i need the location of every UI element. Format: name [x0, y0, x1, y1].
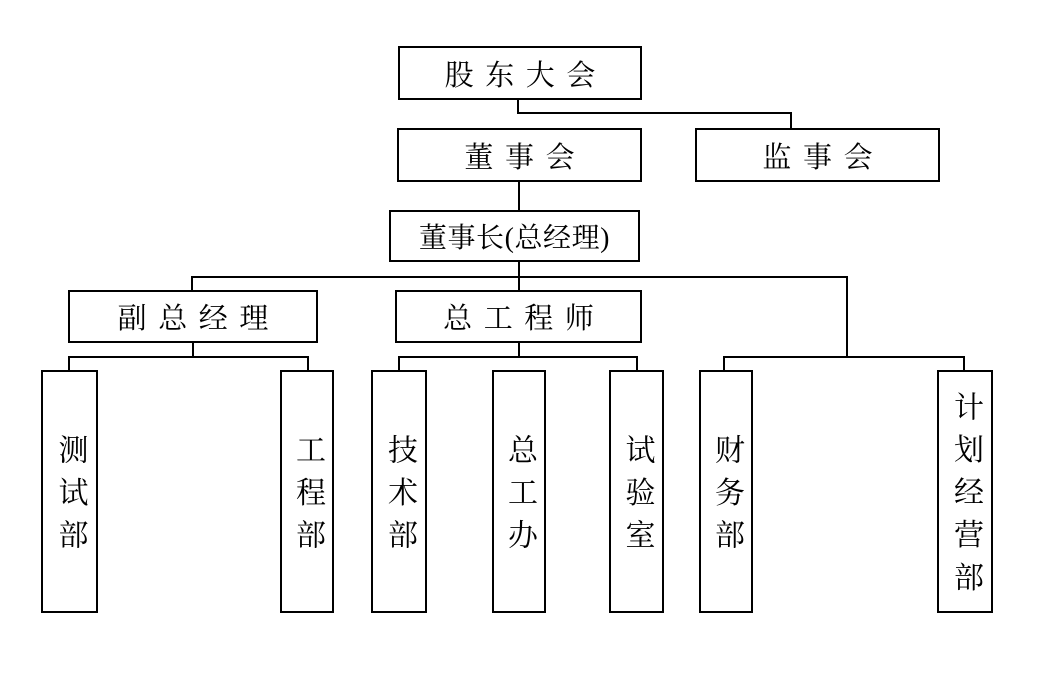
connector-chief-subtree-rail [398, 356, 638, 358]
node-test-lab [609, 370, 664, 613]
connector-board-to-chairman [518, 182, 520, 211]
connector-right-branch-drop [846, 276, 848, 358]
node-chief-engineer-office-label: 总工办 [503, 433, 536, 562]
node-testing-dept-label: 测试部 [53, 433, 87, 562]
connector-finance-drop [723, 356, 725, 371]
connector-chief-engineer-down [518, 343, 520, 357]
connector-top-rail [517, 112, 792, 114]
node-supervisory-board-label: 监事会 [762, 141, 885, 174]
node-engineering-dept [280, 370, 334, 613]
node-supervisory-board [695, 128, 940, 182]
node-chief-engineer-label: 总工程师 [443, 303, 606, 335]
node-finance-dept [699, 370, 753, 613]
node-engineering-dept-label: 工程部 [291, 433, 324, 562]
node-test-lab-label: 试验室 [620, 433, 654, 562]
node-deputy-general-manager-label: 副总经理 [117, 303, 280, 335]
node-technology-dept [371, 370, 427, 613]
node-board-of-directors [397, 128, 642, 182]
node-shareholders-meeting-label: 股东大会 [444, 59, 607, 92]
node-deputy-general-manager [68, 290, 318, 343]
node-technology-dept-label: 技术部 [383, 433, 416, 562]
node-board-of-directors-label: 董事会 [464, 141, 587, 174]
connector-deputy-subtree-rail [68, 356, 309, 358]
connector-test-lab-drop [636, 356, 638, 371]
connector-deputy-gm-drop [191, 276, 193, 291]
node-testing-dept [41, 370, 98, 613]
node-planning-operations-dept-label: 计划经营部 [949, 391, 982, 605]
connector-deputy-gm-down [192, 343, 194, 357]
node-finance-dept-label: 财务部 [710, 433, 743, 562]
connector-engineering-drop [307, 356, 309, 371]
connector-planning-drop [963, 356, 965, 371]
node-shareholders-meeting [398, 46, 642, 100]
node-chief-engineer-office [492, 370, 546, 613]
node-planning-operations-dept [937, 370, 993, 613]
connector-level4-rail [191, 276, 848, 278]
connector-right-subtree-rail [723, 356, 965, 358]
node-chief-engineer [395, 290, 642, 343]
connector-testing-drop [68, 356, 70, 371]
connector-supervisory-drop [790, 112, 792, 129]
node-chairman-general-manager-label: 董事长(总经理) [418, 223, 611, 254]
node-chairman-general-manager [389, 210, 640, 262]
connector-technology-drop [398, 356, 400, 371]
